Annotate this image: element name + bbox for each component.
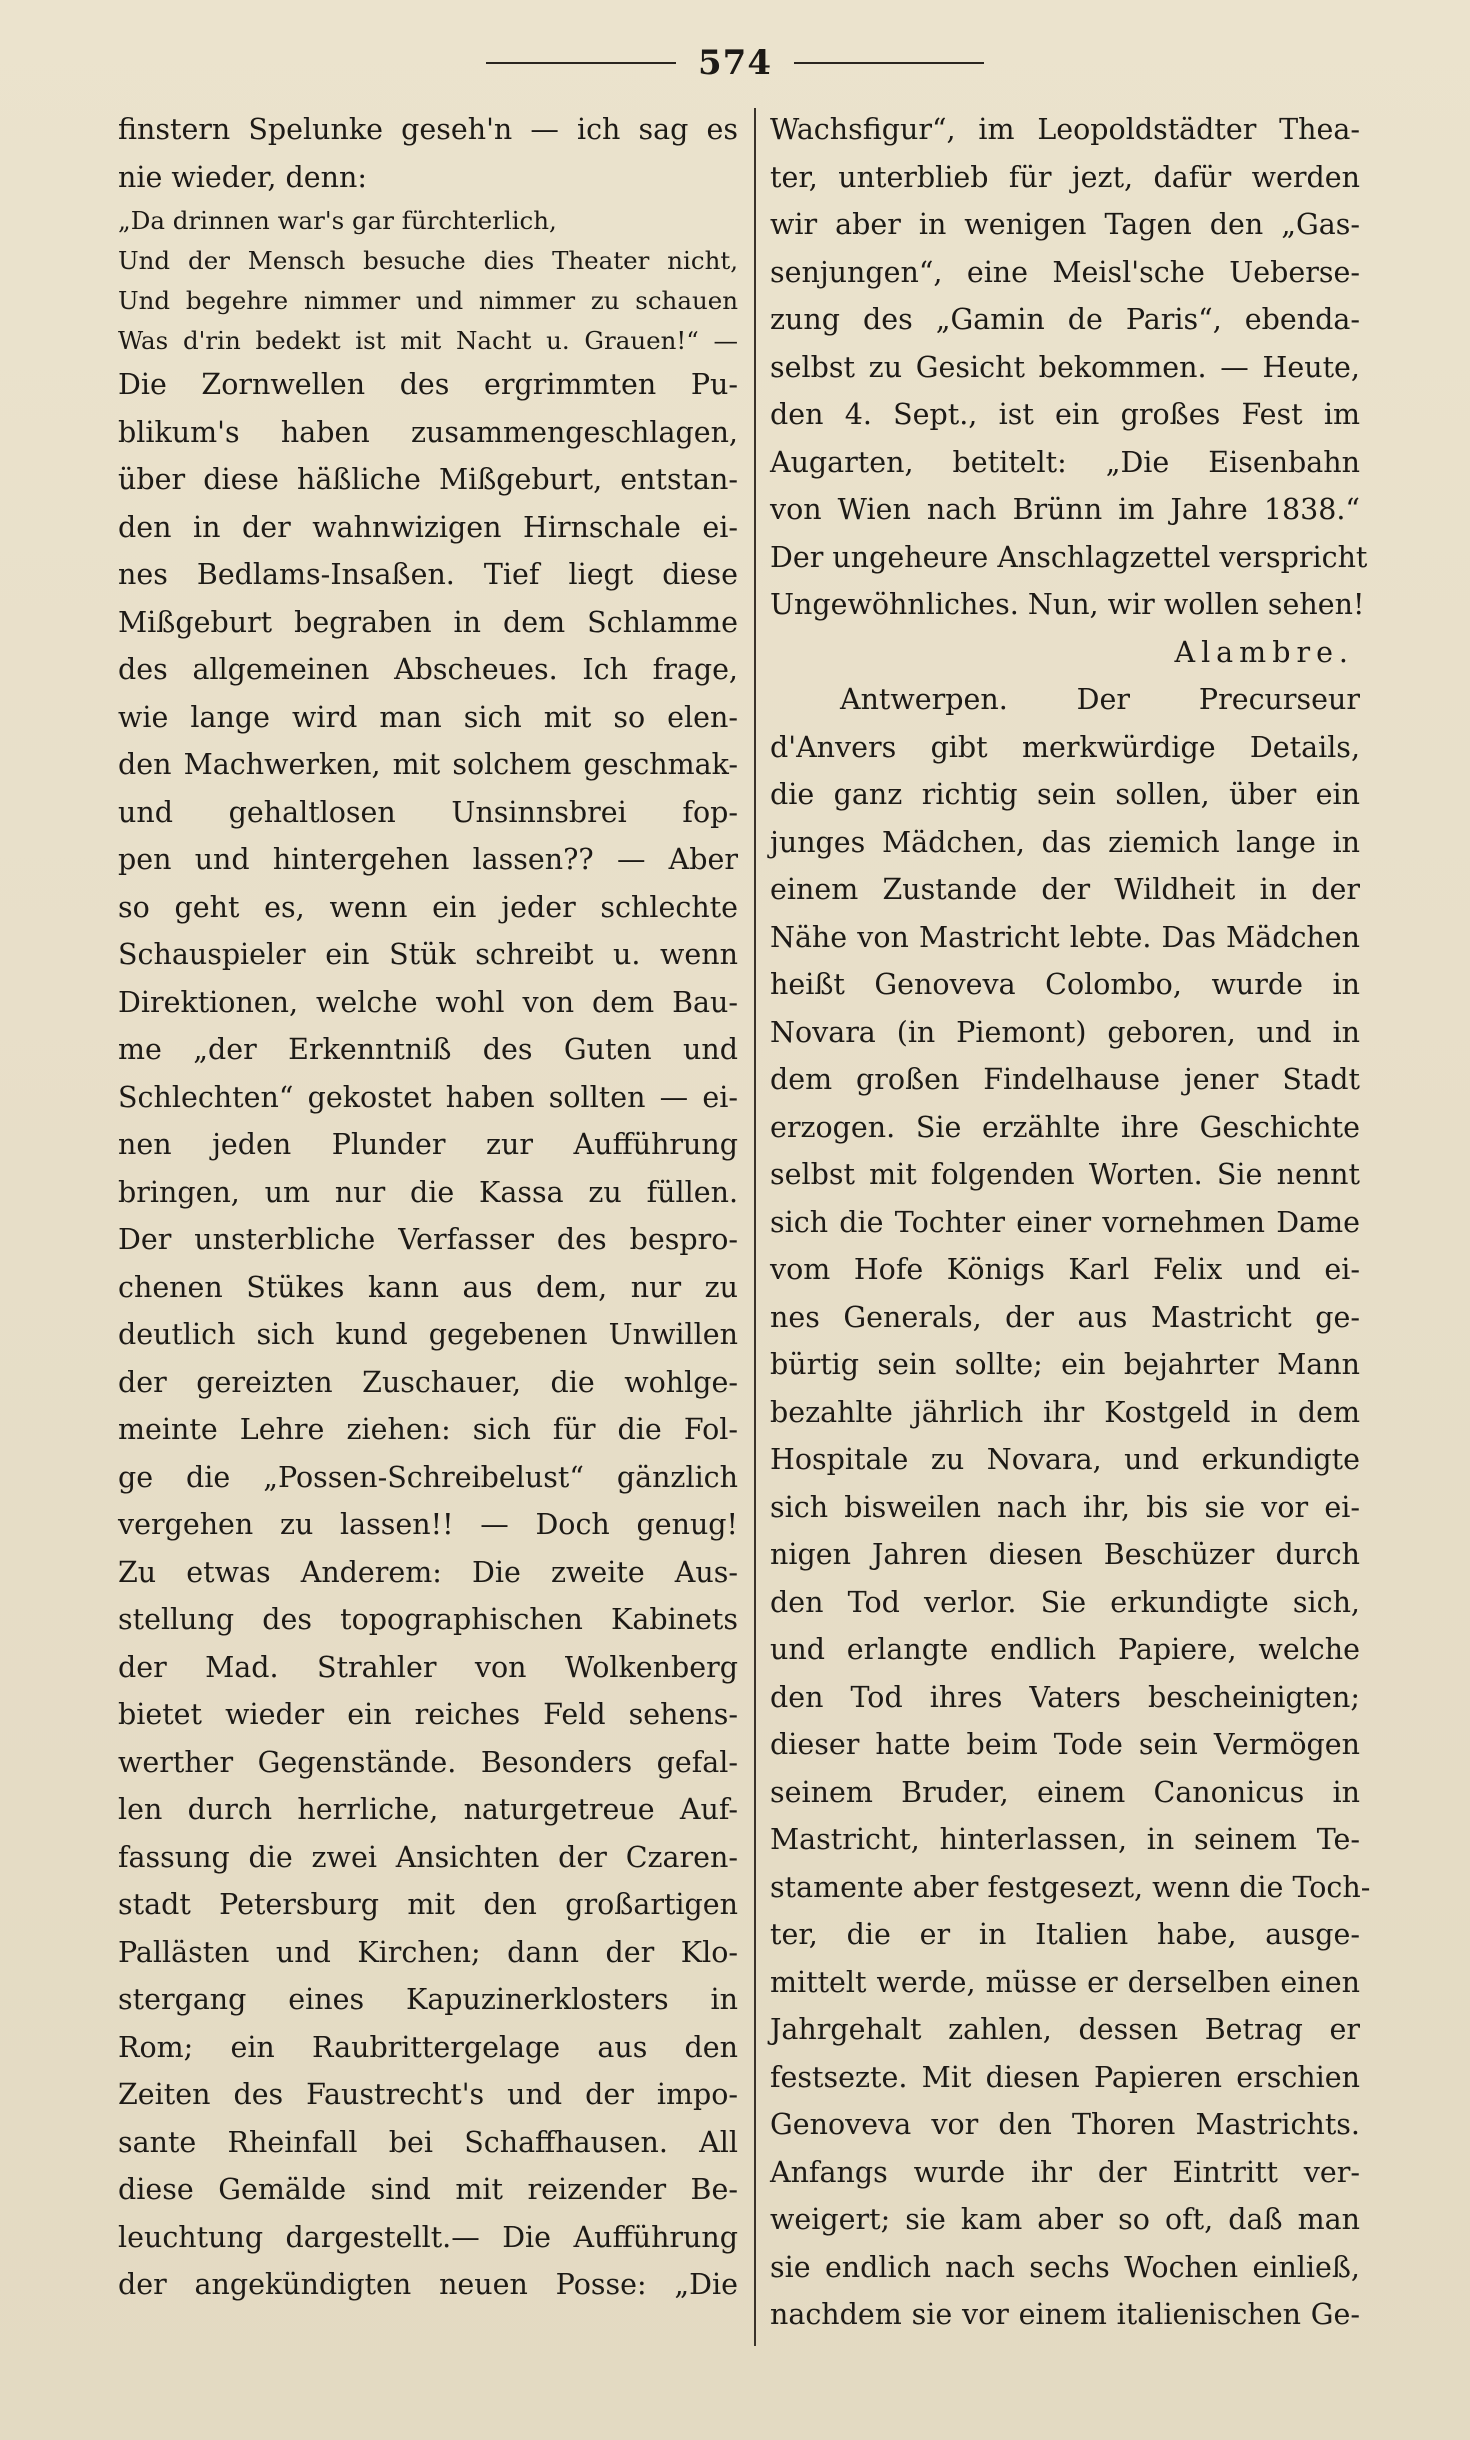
text-line: Der unsterbliche Verfasser des bespro- xyxy=(118,1223,738,1256)
text-line: Anfangs wurde ihr der Eintritt ver- xyxy=(770,2155,1360,2189)
text-line: einem Zustande der Wildheit in der xyxy=(770,873,1360,906)
text-line: der gereizten Zuschauer, die wohlge- xyxy=(118,1365,738,1399)
text-line: sich die Tochter einer vornehmen Dame xyxy=(770,1205,1360,1239)
text-line: stamente aber festgesezt, wenn die Toch- xyxy=(770,1870,1371,1904)
text-line: meinte Lehre ziehen: sich für die Fol- xyxy=(118,1413,738,1446)
text-line: der angekündigten neuen Posse: „Die xyxy=(118,2268,738,2301)
column-divider xyxy=(754,108,756,2346)
text-line: leuchtung dargestellt.— Die Aufführung xyxy=(118,2220,738,2254)
text-line: Pallästen und Kirchen; dann der Klo- xyxy=(118,1935,738,1969)
text-line: stadt Petersburg mit den großartigen xyxy=(118,1888,738,1921)
page-number: 574 xyxy=(698,43,772,83)
text-line: zung des „Gamin de Paris“, ebenda- xyxy=(770,303,1360,336)
text-line: bürtig sein sollte; ein bejahrter Mann xyxy=(770,1348,1360,1381)
text-line: bringen, um nur die Kassa zu füllen. xyxy=(118,1175,738,1209)
text-line: nigen Jahren diesen Beschüzer durch xyxy=(770,1538,1360,1571)
text-line: Schauspieler ein Stük schreibt u. wenn xyxy=(118,938,738,971)
text-line: me „der Erkenntniß des Guten und xyxy=(118,1033,738,1066)
text-line: nes Generals, der aus Mastricht ge- xyxy=(770,1300,1360,1334)
right-column xyxy=(770,106,1371,2336)
text-line: nachdem sie vor einem italienischen Ge- xyxy=(770,2298,1360,2331)
text-line: Genoveva vor den Thoren Mastrichts. xyxy=(770,2108,1360,2141)
text-line: über diese häßliche Mißgeburt, entstan- xyxy=(118,463,738,496)
text-line: sich bisweilen nach ihr, bis sie vor ei- xyxy=(770,1490,1360,1524)
text-line: junges Mädchen, das ziemich lange in xyxy=(770,825,1360,859)
text-line: selbst mit folgenden Worten. Sie nennt xyxy=(770,1158,1360,1191)
text-line: Und der Mensch besuche dies Theater nicht, xyxy=(118,246,738,275)
text-line: weigert; sie kam aber so oft, daß man xyxy=(770,2203,1360,2236)
text-line: selbst zu Gesicht bekommen. — Heute, xyxy=(770,350,1360,384)
text-line: Der ungeheure Anschlagzettel verspricht xyxy=(770,540,1368,574)
text-line: der Mad. Strahler von Wolkenberg xyxy=(118,1650,738,1684)
text-line: Direktionen, welche wohl von dem Bau- xyxy=(118,985,738,1019)
text-line: erzogen. Sie erzählte ihre Geschichte xyxy=(770,1110,1360,1144)
text-line: Nähe von Mastricht lebte. Das Mädchen xyxy=(770,920,1360,954)
text-line: Zeiten des Faustrecht's und der impo- xyxy=(118,2078,738,2111)
text-line: Die Zornwellen des ergrimmten Pu- xyxy=(118,368,738,401)
text-line: dieser hatte beim Tode sein Vermögen xyxy=(770,1728,1360,1761)
page-header xyxy=(0,38,1470,88)
text-line: Mastricht, hinterlassen, in seinem Te- xyxy=(770,1823,1360,1856)
text-line: ter, unterblieb für jezt, dafür werden xyxy=(770,160,1360,194)
text-line: senjungen“, eine Meisl'sche Ueberse- xyxy=(770,255,1360,289)
text-line: diese Gemälde sind mit reizender Be- xyxy=(118,2173,738,2206)
text-line: deutlich sich kund gegebenen Unwillen xyxy=(118,1318,738,1351)
text-line: nes Bedlams-Insaßen. Tief liegt diese xyxy=(118,558,738,591)
text-line: Wachsfigur“, im Leopoldstädter Thea- xyxy=(770,113,1360,146)
text-line: und gehaltlosen Unsinnsbrei fop- xyxy=(118,795,738,829)
text-line: wie lange wird man sich mit so elen- xyxy=(118,700,738,734)
text-line: Novara (in Piemont) geboren, und in xyxy=(770,1015,1360,1049)
text-line: und erlangte endlich Papiere, welche xyxy=(770,1633,1360,1666)
text-line: nie wieder, denn: xyxy=(118,160,367,194)
text-line: von Wien nach Brünn im Jahre 1838.“ xyxy=(770,493,1360,526)
text-line: ter, die er in Italien habe, ausge- xyxy=(770,1918,1360,1951)
text-line: Mißgeburt begraben in dem Schlamme xyxy=(118,605,738,639)
text-line: nen jeden Plunder zur Aufführung xyxy=(118,1128,738,1161)
text-line: Rom; ein Raubrittergelage aus den xyxy=(118,2030,738,2064)
text-line: Antwerpen. Der Precurseur xyxy=(840,683,1360,716)
text-line: len durch herrliche, naturgetreue Auf- xyxy=(118,1793,738,1826)
text-line: „Da drinnen war's gar fürchterlich, xyxy=(118,206,557,235)
text-line: den Tod ihres Vaters bescheinigten; xyxy=(770,1680,1360,1714)
text-line: chenen Stükes kann aus dem, nur zu xyxy=(118,1270,738,1304)
text-line: blikum's haben zusammengeschlagen, xyxy=(118,415,738,449)
text-line: fassung die zwei Ansichten der Czaren- xyxy=(118,1840,738,1874)
text-line: bietet wieder ein reiches Feld sehens- xyxy=(118,1698,738,1731)
text-line: die ganz richtig sein sollen, über ein xyxy=(770,778,1360,811)
text-line: stergang eines Kapuzinerklosters in xyxy=(118,1983,738,2016)
text-line: sante Rheinfall bei Schaffhausen. All xyxy=(118,2125,738,2159)
text-line: Augarten, betitelt: „Die Eisenbahn xyxy=(770,445,1360,479)
text-line: Jahrgehalt zahlen, dessen Betrag er xyxy=(770,2013,1360,2046)
text-line: finstern Spelunke geseh'n — ich sag es xyxy=(118,113,738,146)
text-line: seinem Bruder, einem Canonicus in xyxy=(770,1775,1360,1809)
text-line: ge die „Possen-Schreibelust“ gänzlich xyxy=(118,1460,738,1494)
text-line: Und begehre nimmer und nimmer zu schauen xyxy=(118,286,738,315)
text-line: den in der wahnwizigen Hirnschale ei- xyxy=(118,510,738,544)
text-line: sie endlich nach sechs Wochen einließ, xyxy=(770,2250,1360,2284)
text-line: wir aber in wenigen Tagen den „Gas- xyxy=(770,208,1360,241)
text-line: bezahlte jährlich ihr Kostgeld in dem xyxy=(770,1395,1360,1429)
header-rule-left xyxy=(486,62,676,64)
text-line: pen und hintergehen lassen?? — Aber xyxy=(118,843,738,876)
text-line: den 4. Sept., ist ein großes Fest im xyxy=(770,398,1360,431)
text-line: mittelt werde, müsse er derselben einen xyxy=(770,1965,1360,1999)
text-line: vergehen zu lassen!! — Doch genug! xyxy=(118,1508,738,1541)
left-column xyxy=(118,106,738,2336)
text-line: des allgemeinen Abscheues. Ich frage, xyxy=(118,653,738,686)
text-line: Schlechten“ gekostet haben sollten — ei- xyxy=(118,1080,738,1114)
text-line: vom Hofe Königs Karl Felix und ei- xyxy=(770,1253,1360,1286)
text-line: heißt Genoveva Colombo, wurde in xyxy=(770,968,1360,1001)
text-line: Zu etwas Anderem: Die zweite Aus- xyxy=(118,1555,738,1589)
text-line: Was d'rin bedekt ist mit Nacht u. Grauen!“ — xyxy=(118,326,738,355)
author-signature: Alambre. xyxy=(1174,635,1354,669)
text-line: werther Gegenstände. Besonders gefal- xyxy=(118,1745,738,1779)
text-line: den Machwerken, mit solchem geschmak- xyxy=(118,748,738,781)
text-line: Hospitale zu Novara, und erkundigte xyxy=(770,1443,1360,1476)
text-line: stellung des topographischen Kabinets xyxy=(118,1603,738,1636)
header-rule-right xyxy=(794,62,984,64)
text-line: dem großen Findelhause jener Stadt xyxy=(770,1063,1360,1096)
text-line: Ungewöhnliches. Nun, wir wollen sehen! xyxy=(770,588,1365,621)
text-line: so geht es, wenn ein jeder schlechte xyxy=(118,890,738,924)
text-line: d'Anvers gibt merkwürdige Details, xyxy=(770,730,1360,764)
text-line: festsezte. Mit diesen Papieren erschien xyxy=(770,2060,1360,2094)
text-line: den Tod verlor. Sie erkundigte sich, xyxy=(770,1585,1360,1619)
